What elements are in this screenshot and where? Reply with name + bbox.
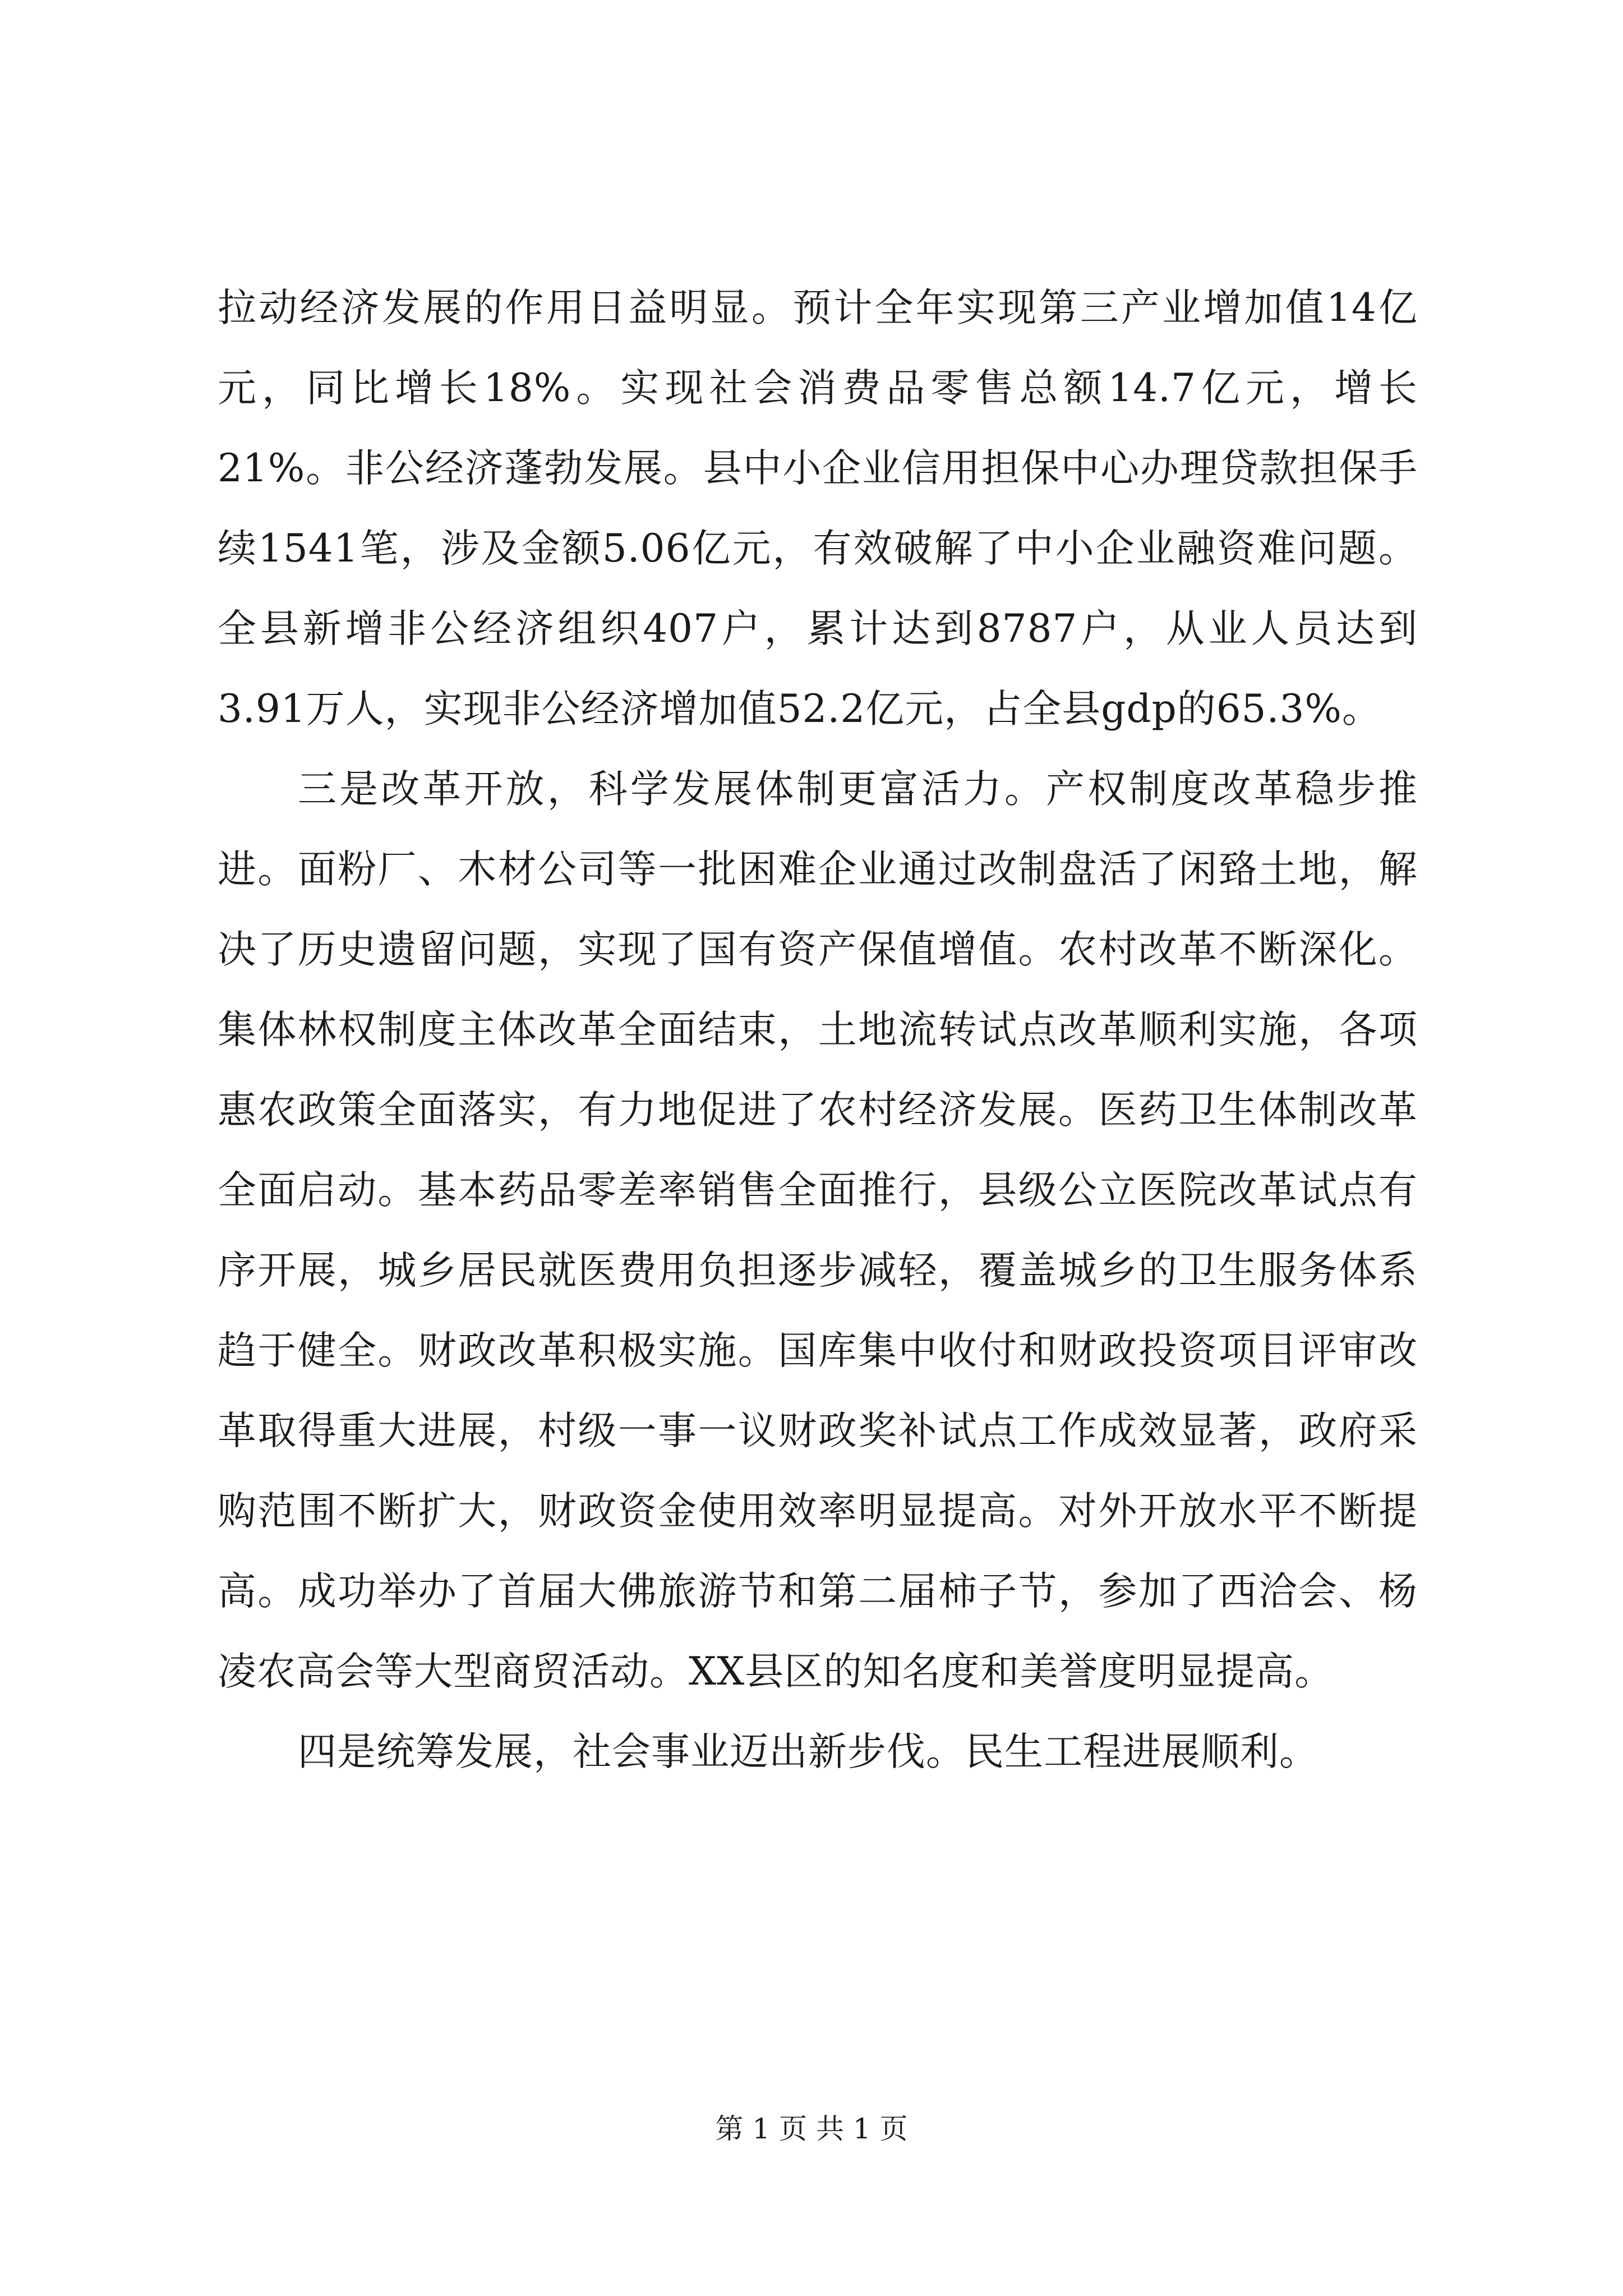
document-body [218,268,1418,1792]
page-footer: 第 1 页 共 1 页 [715,2113,908,2145]
paragraph-3: 四是统筹发展，社会事业迈出新步伐。民生工程进展顺利。 [298,1729,1318,1774]
paragraph-1: 拉动经济发展的作用日益明显。预计全年实现第三产业增加值14亿元，同比增长18%。实现社会消费品零售总额14.7亿元，增长21%。非公经济蓬勃发展。县中小企业信用担保中心办理贷款担保手续1541笔，涉及金额5.06亿元，有效破解了中小企业融资难问题。全县新增非公经济组织407户，累计达到8787户，从业人员达到3.91万人，实现非公经济增加值52.2亿元，占全县gdp的65.3%。 [218,286,1418,731]
paragraph-2: 三是改革开放，科学发展体制更富活力。产权制度改革稳步推进。面粉厂、木材公司等一批困难企业通过改制盘活了闲臵土地，解决了历史遗留问题，实现了国有资产保值增值。农村改革不断深化。集体林权制度主体改革全面结束，土地流转试点改革顺利实施，各项惠农政策全面落实，有力地促进了农村经济发展。医药卫生体制改革全面启动。基本药品零差率销售全面推行，县级公立医院改革试点有序开展，城乡居民就医费用负担逐步减轻，覆盖城乡的卫生服务体系趋于健全。财政改革积极实施。国库集中收付和财政投资项目评审改革取得重大进展，村级一事一议财政奖补试点工作成效显著，政府采购范围不断扩大，财政资金使用效率明显提高。对外开放水平不断提高。成功举办了首届大佛旅游节和第二届柿子节，参加了西洽会、杨凌农高会等大型商贸活动。XX县区的知名度和美誉度明显提高。 [218,767,1418,1694]
